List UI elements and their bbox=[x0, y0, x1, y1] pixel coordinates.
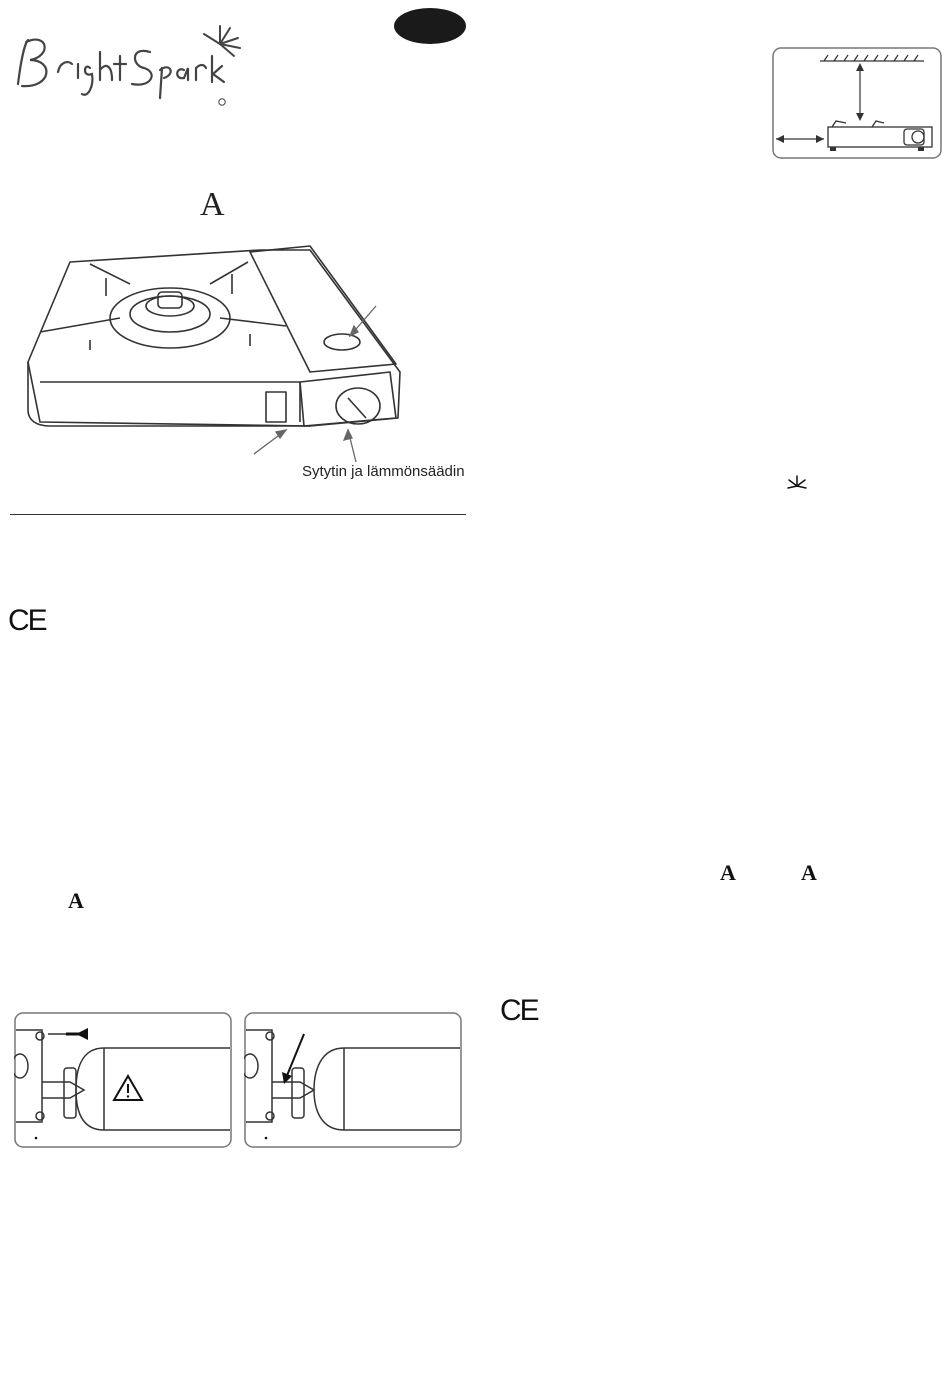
brightspark-logo bbox=[8, 12, 248, 112]
ce-mark: CE bbox=[8, 604, 46, 637]
figure-reference: A bbox=[720, 860, 736, 885]
language-badge bbox=[394, 8, 466, 44]
ce-mark: CE bbox=[500, 994, 538, 1027]
figure-reference: A bbox=[68, 888, 84, 913]
warning-triangle-icon bbox=[114, 1076, 142, 1100]
cartridge-aligned-panel bbox=[244, 1012, 462, 1148]
ignition-control-caption: Sytytin ja lämmönsäädin bbox=[302, 463, 465, 480]
clearance-diagram bbox=[772, 47, 942, 159]
cartridge-misaligned-panel bbox=[14, 1012, 232, 1148]
section-divider bbox=[10, 514, 466, 515]
figure-reference: A bbox=[801, 860, 817, 885]
stove-illustration bbox=[10, 222, 470, 492]
figure-label: A bbox=[200, 186, 225, 223]
spark-icon bbox=[786, 474, 808, 492]
